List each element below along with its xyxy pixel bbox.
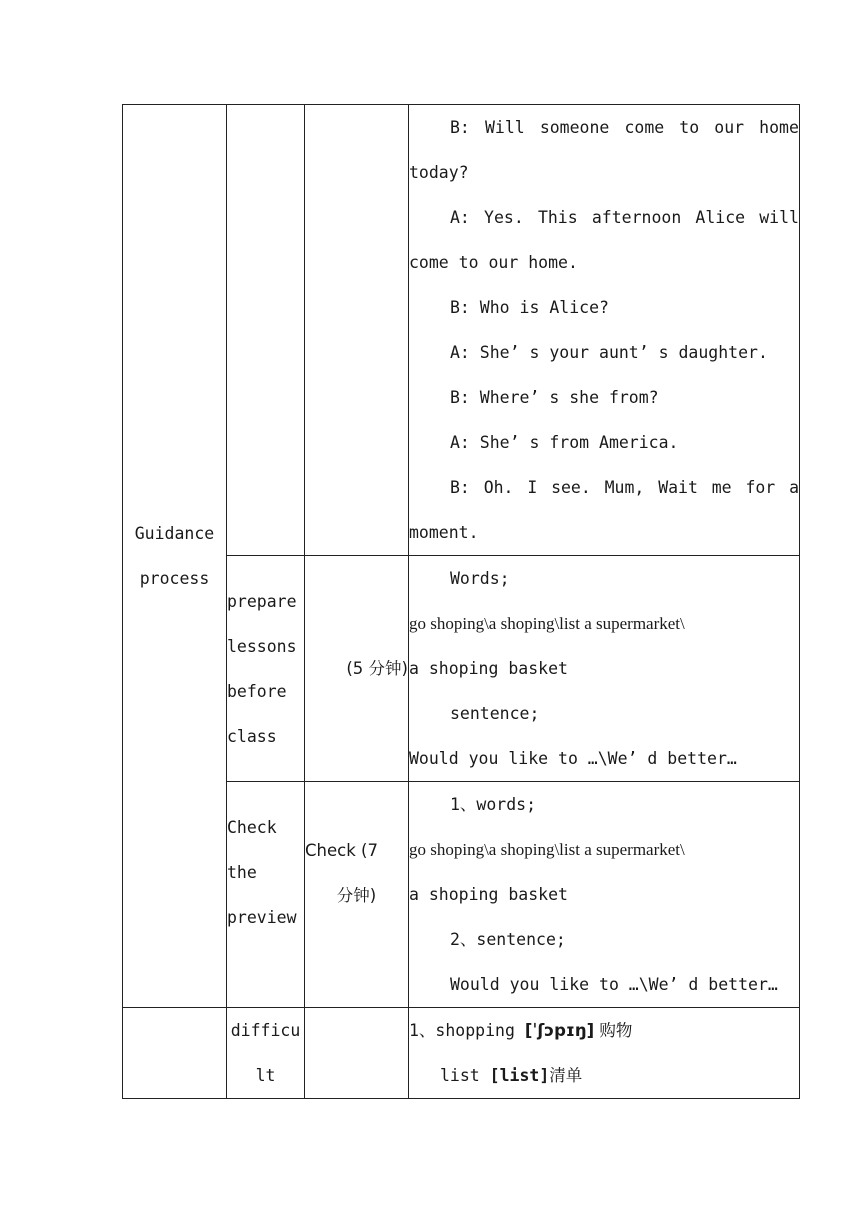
content-cell [409,1008,800,1099]
dialogue-line: today? [409,163,469,182]
vocab-line: list [list]清单 [440,1066,583,1085]
phonetic-text: [list] [489,1066,550,1085]
stage-cell [227,105,305,556]
dialogue-word: Oh. [483,478,514,497]
dialogue-line: B: Who is Alice? [450,298,609,317]
dialogue-line: come to our home. [409,253,578,272]
content-line: 1、words; [450,795,537,814]
content-cell [409,556,800,782]
stage-label: the [227,863,257,882]
time-label: 分钟) [336,886,377,905]
stage-label: class [227,726,277,746]
dialogue-line: moment. [409,523,479,542]
dialogue-word: Wait [658,478,698,497]
dialogue-word: for [745,478,776,497]
dialogue-line [409,105,799,150]
section-cell [123,105,227,1008]
stage-label: difficu [230,1021,301,1040]
dialogue-word: Yes. [484,208,524,227]
time-label: (5 分钟) [346,659,408,678]
content-line: Words; [450,569,510,588]
dialogue-word: see. [551,478,591,497]
time-cell [305,782,409,1008]
content-cell [409,105,800,556]
dialogue-line: B: Where’ s she from? [450,388,659,407]
time-cell [305,105,409,556]
time-cell [305,556,409,782]
vocab-line: 1、shopping [ˈʃɔpɪŋ] 购物 [409,1021,633,1040]
dialogue-word: A: [450,208,470,227]
dialogue-line [409,195,799,240]
content-line: Would you like to …\We’ d better… [450,975,778,994]
stage-label: preview [227,908,297,927]
dialogue-word: B: [450,478,470,497]
stage-cell [227,1008,305,1099]
dialogue-word: come [624,118,665,137]
dialogue-word: home [759,118,799,137]
stage-label: before [227,681,287,701]
dialogue-line [409,465,799,510]
dialogue-line: A: She’ s your aunt’ s daughter. [450,343,768,362]
stage-label: Check [227,818,277,837]
dialogue-word: to [679,118,700,137]
content-line: go shoping\a shoping\list a supermarket\ [409,840,685,859]
stage-label: prepare [227,591,297,611]
content-line: 2、sentence; [450,930,566,949]
phonetic-text: [ˈʃɔpɪŋ] [524,1021,595,1040]
content-line: Would you like to …\We’ d better… [409,749,737,768]
content-line: a shoping basket [409,659,568,678]
dialogue-word: a [789,478,799,497]
table-row [123,105,800,556]
dialogue-word: This [537,208,578,227]
stage-label: lessons [227,636,297,656]
stage-cell [227,782,305,1008]
content-line: go shoping\a shoping\list a supermarket\ [409,614,685,633]
section-cell [123,1008,227,1099]
dialogue-word: B: [450,118,470,137]
dialogue-word: Alice [695,208,746,227]
section-label: process [139,569,210,588]
content-line: a shoping basket [409,885,568,904]
table-row [123,1008,800,1099]
dialogue-word: afternoon [591,208,682,227]
dialogue-word: our [714,118,745,137]
stage-cell [227,556,305,782]
dialogue-word: Will [484,118,525,137]
lesson-plan-table [122,104,800,1099]
stage-label: lt [255,1066,276,1085]
dialogue-line: A: She’ s from America. [450,433,679,452]
dialogue-word: I [527,478,538,497]
dialogue-word: will [759,208,799,227]
content-line: sentence; [450,704,540,723]
time-label: Check (7 [305,841,378,860]
dialogue-word: someone [539,118,610,137]
section-label: Guidance [134,524,215,543]
time-cell [305,1008,409,1099]
dialogue-word: me [711,478,732,497]
dialogue-word: Mum, [604,478,645,497]
content-cell [409,782,800,1008]
